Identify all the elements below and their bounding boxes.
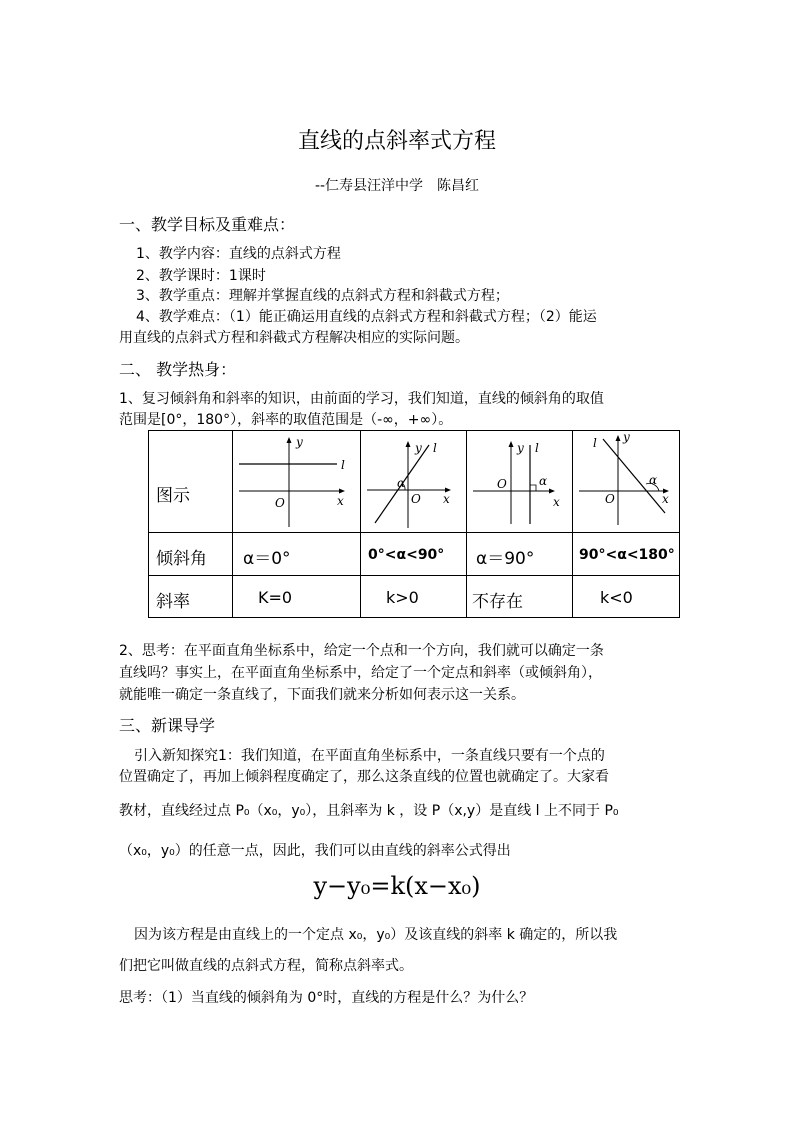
section1-item-2: 2、教学课时：1课时 (136, 268, 266, 284)
section2-heading: 二、 教学热身： (119, 360, 237, 379)
section2-para1-line1: 1、复习倾斜角和斜率的知识，由前面的学习，我们知道，直线的倾斜角的取值 (119, 391, 604, 407)
section2-para2-line1: 2、思考：在平面直角坐标系中，给定一个点和一个方向，我们就可以确定一条 (119, 643, 604, 659)
svg-text:α: α (539, 474, 548, 488)
slope-table (148, 430, 680, 618)
svg-text:O: O (411, 492, 421, 506)
section1-item-4: 4、教学难点：（1）能正确运用直线的点斜式方程和斜截式方程；（2）能运 (136, 309, 597, 325)
svg-text:l: l (433, 441, 437, 455)
section3-intro-line4: （x₀，y₀）的任意一点，因此，我们可以由直线的斜率公式得出 (119, 843, 511, 859)
row-label-diagram: 图示 (156, 486, 190, 506)
svg-text:α: α (397, 476, 406, 490)
section3-after-line2: 们把它叫做直线的点斜式方程，简称点斜率式。 (119, 958, 413, 974)
slope-undefined: 不存在 (472, 592, 523, 612)
section3-heading: 三、新课导学 (119, 716, 216, 735)
section1-heading: 一、教学目标及重难点： (119, 215, 296, 234)
svg-text:O: O (497, 477, 507, 491)
svg-text:l: l (341, 458, 345, 472)
section2-para2-line3: 就能唯一确定一条直线了，下面我们就来分析如何表示这一关系。 (119, 687, 525, 703)
slope-zero: K=0 (258, 588, 293, 607)
row-label-slope: 斜率 (156, 592, 190, 612)
svg-text:x: x (443, 492, 450, 506)
svg-text:y: y (623, 431, 630, 444)
section1-item-3: 3、教学重点：理解并掌握直线的点斜式方程和斜截式方程； (136, 288, 509, 304)
svg-text:y: y (296, 435, 303, 449)
section1-item-4-cont: 用直线的点斜式方程和斜截式方程解决相应的实际问题。 (119, 330, 469, 346)
author-line: --仁寿县汪洋中学 陈昌红 (314, 178, 480, 194)
svg-text:x: x (337, 494, 344, 508)
angle-right: α＝90° (476, 549, 535, 569)
section2-para2-line2: 直线吗？事实上，在平面直角坐标系中，给定了一个定点和斜率（或倾斜角）， (119, 665, 602, 681)
section2-para1-line2: 范围是[0°，180°），斜率的取值范围是（-∞，+∞）。 (119, 412, 453, 428)
svg-text:O: O (605, 492, 615, 506)
diagram-angle-acute (361, 431, 466, 532)
svg-text:x: x (662, 492, 669, 506)
svg-text:l: l (593, 436, 597, 450)
page-title: 直线的点斜率式方程 (297, 129, 496, 154)
section3-intro-line3: 教材，直线经过点 P₀（x₀，y₀），且斜率为 k ，设 P（x,y）是直线 l 上不同于 P₀ (119, 803, 619, 819)
slope-positive: k>0 (386, 588, 419, 607)
slope-negative: k<0 (600, 588, 633, 607)
section3-after-line1: 因为该方程是由直线上的一个定点 x₀，y₀）及该直线的斜率 k 确定的，所以我 (134, 927, 618, 943)
diagram-angle-zero (233, 431, 360, 532)
angle-acute: 0°<α<90° (368, 547, 445, 563)
svg-text:y: y (415, 441, 422, 455)
point-slope-formula: y−y₀=k(x−x₀) (313, 872, 481, 900)
diagram-angle-obtuse (573, 431, 679, 532)
section1-item-1: 1、教学内容：直线的点斜式方程 (136, 246, 341, 262)
section3-think: 思考：（1）当直线的倾斜角为 0°时，直线的方程是什么？为什么？ (119, 990, 534, 1006)
angle-obtuse: 90°<α<180° (579, 547, 675, 563)
angle-zero: α＝0° (243, 549, 291, 569)
svg-text:l: l (535, 441, 539, 455)
svg-text:y: y (517, 441, 524, 455)
diagram-angle-right (467, 431, 572, 532)
svg-text:α: α (649, 473, 658, 487)
svg-text:x: x (553, 495, 560, 509)
row-label-angle: 倾斜角 (156, 549, 207, 569)
section3-intro-line2: 位置确定了，再加上倾斜程度确定了，那么这条直线的位置也就确定了。大家看 (119, 769, 609, 785)
section3-intro-line1: 引入新知探究1：我们知道，在平面直角坐标系中，一条直线只要有一个点的 (134, 748, 605, 764)
svg-text:O: O (275, 496, 285, 510)
